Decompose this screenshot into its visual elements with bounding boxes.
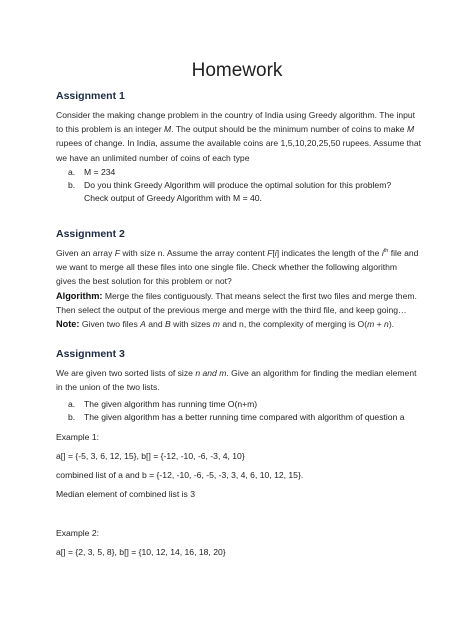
a2-line-1: Given an array F with size n. Assume the array content F[i] indicates the length of the $i^{th}$ file and bbox=[56, 248, 419, 258]
example-1-arrays: a[] = {-5, 3, 6, 12, 15}, b[] = {-12, -10, -6, -3, 4, 10} bbox=[56, 451, 245, 461]
assignment-3-heading: Assignment 3 bbox=[56, 348, 125, 360]
assignment-1-heading: Assignment 1 bbox=[56, 90, 125, 102]
example-1-combined: combined list of a and b = {-12, -10, -6, -5, -3, 3, 4, 6, 10, 12, 15}. bbox=[56, 470, 304, 480]
assignment-3-text bbox=[56, 366, 428, 394]
example-2-arrays: a[] = {2, 3, 5, 8}, b[] = {10, 12, 14, 16, 18, 20} bbox=[56, 547, 226, 557]
a2-note: Note: Given two files A and B with sizes m and n, the complexity of merging is O(m + n). bbox=[56, 319, 395, 330]
a2-line-2: we want to merge all these files into one single file. Check whether the following algorithm bbox=[56, 262, 398, 273]
a2-algorithm: Algorithm: Merge the files contiguously. That means select the first two files and merge them. bbox=[56, 290, 417, 301]
example-2-label: Example 2: bbox=[56, 528, 99, 538]
a2-line-3: gives the best solution for this problem or not? bbox=[56, 276, 232, 287]
a3-item-a: a. The given algorithm has running time O(n+m) bbox=[68, 399, 258, 409]
page-title: Homework bbox=[191, 60, 283, 81]
a2-line-5: Then select the output of the previous merge and merge with the third file, and keep going… bbox=[56, 304, 407, 315]
example-1-label: Example 1: bbox=[56, 432, 99, 442]
a3-item-b: b. The given algorithm has a better running time compared with algorithm of question a bbox=[68, 412, 405, 422]
a3-line-2: in the union of the two lists. bbox=[56, 382, 160, 393]
assignment-2-heading: Assignment 2 bbox=[56, 228, 125, 240]
a1-line-4: we have an unlimited number of coins of each type bbox=[56, 152, 250, 163]
a1-item-b: b. Do you think Greedy Algorithm will produce the optimal solution for this problem? Check output of Greedy Algorithm with M = 40. bbox=[68, 180, 392, 203]
a3-line-1: We are given two sorted lists of size n and m. Give an algorithm for finding the median element bbox=[56, 368, 417, 378]
a1-line-3: rupees of change. In India, assume the available coins are 1,5,10,20,25,50 rupees. Assume that bbox=[56, 138, 421, 149]
assignment-1-text bbox=[56, 108, 428, 165]
a1-line-2: to this problem is an integer M. The output should be the minimum number of coins to make M bbox=[56, 124, 415, 135]
a1-item-a: a. M = 234 bbox=[68, 167, 116, 177]
assignment-2-text bbox=[56, 246, 428, 331]
example-1-median: Median element of combined list is 3 bbox=[56, 489, 196, 499]
a1-line-1: Consider the making change problem in the country of India using Greedy algorithm. The input bbox=[56, 110, 416, 120]
